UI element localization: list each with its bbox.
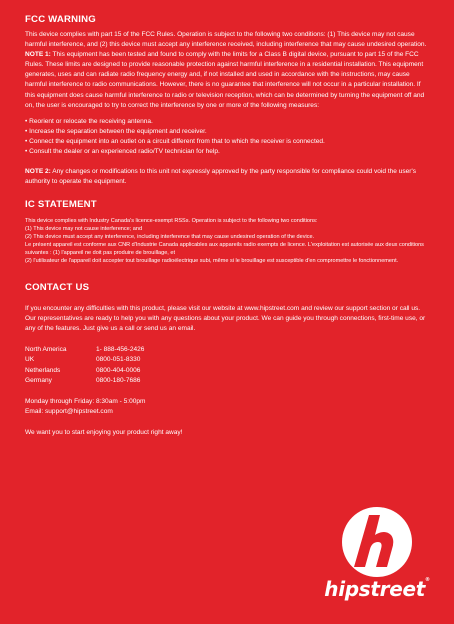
measures-list xyxy=(25,117,430,157)
ic-heading: IC STATEMENT xyxy=(25,199,97,211)
support-email[interactable]: Email: support@hipstreet.com xyxy=(25,407,113,415)
contact-heading: CONTACT US xyxy=(25,282,90,294)
note2-text: Any changes or modifications to this unit not expressly approved by the party responsible for compliance could void the user's authority to operate the equipment. xyxy=(25,168,416,186)
phone-number[interactable]: 0800-180-7686 xyxy=(96,376,141,384)
closing-line: We want you to start enjoying your product right away! xyxy=(25,428,183,436)
fcc-intro: This device complies with part 15 of the FCC Rules. Operation is subject to the following two conditions: (1) This device may not cause harmful interference, and (2) this device must accept any interference received, including interference that may cause undesired operation. xyxy=(25,31,427,49)
table-row xyxy=(25,366,144,376)
fcc-note2 xyxy=(25,167,430,187)
table-row xyxy=(25,355,144,365)
phone-country: UK xyxy=(25,356,35,364)
hipstreet-logo xyxy=(321,505,433,607)
ic-line: This device complies with Industry Canada's licence-exempt RSSs. Operation is subject to the following two conditions: xyxy=(25,218,318,225)
fcc-heading: FCC WARNING xyxy=(25,14,96,25)
registered-mark: ® xyxy=(425,577,430,583)
list-item: • Connect the equipment into an outlet on a circuit different from that to which the receiver is connected. xyxy=(25,137,430,147)
phone-country: Netherlands xyxy=(25,366,61,374)
phone-table xyxy=(25,345,144,385)
note1-label: NOTE 1: xyxy=(25,51,51,59)
phone-number[interactable]: 1- 888-456-2426 xyxy=(96,346,145,354)
phone-number[interactable]: 0800-404-0006 xyxy=(96,366,141,374)
support-hours: Monday through Friday: 8:30am - 5:00pm xyxy=(25,397,146,405)
phone-country: North America xyxy=(25,346,67,354)
fcc-section xyxy=(25,14,430,187)
ic-line: (2) This device must accept any interference, including interference that may cause undesired operation of the device. xyxy=(25,234,315,241)
brand-name: hipstreet xyxy=(324,577,426,601)
table-row xyxy=(25,345,144,355)
list-item: • Reorient or relocate the receiving antenna. xyxy=(25,117,430,127)
note2-label: NOTE 2: xyxy=(25,168,51,176)
ic-line: Le présent appareil est conforme aux CNR d'Industrie Canada applicables aux appareils radio exempts de licence. L'exploitation est autorisée aux deux conditions suivantes : (1) l'appareil ne doit pas produire de brouillage, et xyxy=(25,242,424,257)
phone-number[interactable]: 0800-051-8330 xyxy=(96,356,141,364)
contact-section xyxy=(25,282,430,438)
content-column xyxy=(25,14,430,438)
list-item: • Consult the dealer or an experienced radio/TV technician for help. xyxy=(25,147,430,157)
contact-body: If you encounter any difficulties with this product, please visit our website at www.hipstreet.com and review our support section or call us. Our representatives are ready to help you with any questions about your product. We can guide you through connections, first-time use, or any of the features. Just give us a call or send us an email. xyxy=(25,305,426,333)
hipstreet-h-logo-icon xyxy=(339,505,415,579)
fcc-note1 xyxy=(25,50,430,111)
table-row xyxy=(25,376,144,386)
ic-line: (2) l'utilisateur de l'appareil doit accepter tout brouillage radioélectrique subi, même si le brouillage est susceptible d'en compromettre le fonctionnement. xyxy=(25,258,399,265)
note1-text: This equipment has been tested and found to comply with the limits for a Class B digital device, pursuant to part 15 of the FCC Rules. These limits are designed to provide reasonable protection against harmful interference in a residential installation. This equipment generates, uses and can radiate radio frequency energy and, if not installed and used in accordance with the instructions, may cause harmful interference to radio communications. However, there is no guarantee that interference will not occur in a particular installation. If this equipment does cause harmful interference to radio or television reception, which can be determined by turning the equipment off and on, the user is encouraged to try to correct the interference by one or more of the following measures: xyxy=(25,51,425,109)
brand-wordmark xyxy=(321,577,433,601)
list-item: • Increase the separation between the equipment and receiver. xyxy=(25,127,430,137)
ic-line: (1) This device may not cause interference; and xyxy=(25,226,143,233)
ic-section xyxy=(25,199,430,266)
phone-country: Germany xyxy=(25,376,52,384)
